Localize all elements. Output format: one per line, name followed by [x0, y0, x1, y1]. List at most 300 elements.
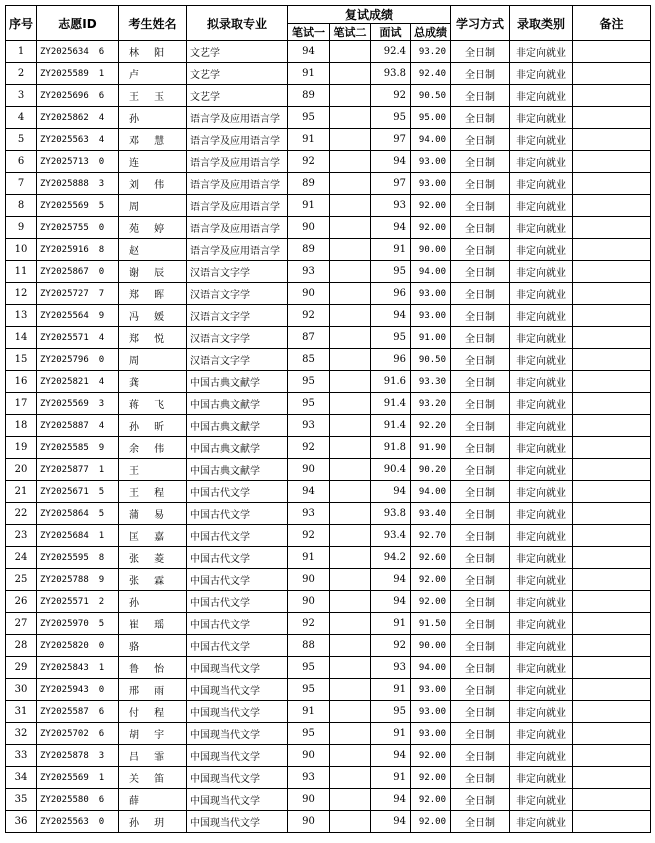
- cell-study-mode: 全日制: [451, 327, 510, 349]
- cell-written2: [330, 283, 371, 305]
- cell-student-name: 郑 悦: [119, 327, 187, 349]
- cell-seq: 12: [6, 283, 37, 305]
- cell-interview: 94: [371, 305, 411, 327]
- cell-study-mode: 全日制: [451, 41, 510, 63]
- cell-written2: [330, 437, 371, 459]
- table-row: [6, 151, 651, 173]
- cell-admission-category: 非定向就业: [510, 41, 573, 63]
- cell-total: 92.00: [411, 217, 451, 239]
- cell-admission-category: 非定向就业: [510, 635, 573, 657]
- volunteer-id-prefix: ZY2025563: [40, 134, 89, 145]
- cell-study-mode: 全日制: [451, 107, 510, 129]
- cell-study-mode: 全日制: [451, 85, 510, 107]
- cell-remark: [573, 569, 651, 591]
- table-row: [6, 305, 651, 327]
- cell-major: 文艺学: [187, 85, 288, 107]
- cell-volunteer-id: [37, 85, 119, 107]
- cell-admission-category: 非定向就业: [510, 349, 573, 371]
- cell-written2: [330, 217, 371, 239]
- cell-total: 94.00: [411, 129, 451, 151]
- volunteer-id-prefix: ZY2025877: [40, 464, 89, 475]
- cell-interview: 91: [371, 613, 411, 635]
- table-row: [6, 547, 651, 569]
- cell-seq: 31: [6, 701, 37, 723]
- cell-study-mode: 全日制: [451, 635, 510, 657]
- volunteer-id-prefix: ZY2025571: [40, 596, 89, 607]
- volunteer-id-prefix: ZY2025702: [40, 728, 89, 739]
- cell-volunteer-id: [37, 41, 119, 63]
- cell-major: 中国古代文学: [187, 503, 288, 525]
- table-row: [6, 195, 651, 217]
- volunteer-id-suffix: 5: [98, 200, 105, 211]
- volunteer-id-prefix: ZY2025796: [40, 354, 89, 365]
- cell-student-name: 邢 雨: [119, 679, 187, 701]
- cell-written2: [330, 107, 371, 129]
- table-row: [6, 327, 651, 349]
- cell-volunteer-id: [37, 107, 119, 129]
- cell-student-name: 鲁 怡: [119, 657, 187, 679]
- cell-remark: [573, 745, 651, 767]
- table-row: [6, 85, 651, 107]
- cell-interview: 94.2: [371, 547, 411, 569]
- cell-volunteer-id: [37, 789, 119, 811]
- volunteer-id-suffix: 3: [98, 178, 105, 189]
- cell-volunteer-id: [37, 547, 119, 569]
- cell-total: 92.00: [411, 569, 451, 591]
- cell-volunteer-id: [37, 283, 119, 305]
- cell-written2: [330, 41, 371, 63]
- cell-total: 93.20: [411, 41, 451, 63]
- admission-table: [5, 5, 651, 833]
- cell-student-name: 孙 玥: [119, 811, 187, 833]
- cell-remark: [573, 173, 651, 195]
- cell-admission-category: 非定向就业: [510, 811, 573, 833]
- cell-student-name: 周: [119, 195, 187, 217]
- volunteer-id-prefix: ZY2025755: [40, 222, 89, 233]
- volunteer-id-suffix: 8: [98, 552, 105, 563]
- cell-volunteer-id: [37, 459, 119, 481]
- header-category: 录取类别: [510, 6, 573, 41]
- volunteer-id-prefix: ZY2025788: [40, 574, 89, 585]
- volunteer-id-suffix: 6: [98, 794, 105, 805]
- cell-total: 93.00: [411, 679, 451, 701]
- cell-interview: 94: [371, 789, 411, 811]
- cell-admission-category: 非定向就业: [510, 657, 573, 679]
- cell-study-mode: 全日制: [451, 679, 510, 701]
- cell-admission-category: 非定向就业: [510, 591, 573, 613]
- cell-major: 汉语言文字学: [187, 305, 288, 327]
- cell-written2: [330, 393, 371, 415]
- volunteer-id-suffix: 0: [98, 354, 105, 365]
- cell-major: 汉语言文字学: [187, 261, 288, 283]
- volunteer-id-suffix: 0: [98, 222, 105, 233]
- cell-study-mode: 全日制: [451, 569, 510, 591]
- cell-study-mode: 全日制: [451, 129, 510, 151]
- cell-admission-category: 非定向就业: [510, 525, 573, 547]
- cell-seq: 17: [6, 393, 37, 415]
- volunteer-id-suffix: 6: [98, 706, 105, 717]
- cell-volunteer-id: [37, 415, 119, 437]
- cell-volunteer-id: [37, 63, 119, 85]
- cell-study-mode: 全日制: [451, 195, 510, 217]
- volunteer-id-prefix: ZY2025634: [40, 46, 89, 57]
- cell-volunteer-id: [37, 503, 119, 525]
- cell-study-mode: 全日制: [451, 745, 510, 767]
- cell-seq: 1: [6, 41, 37, 63]
- cell-written2: [330, 701, 371, 723]
- cell-written1: 95: [288, 657, 330, 679]
- cell-major: 中国现当代文学: [187, 767, 288, 789]
- cell-major: 语言学及应用语言学: [187, 151, 288, 173]
- cell-written2: [330, 371, 371, 393]
- cell-major: 汉语言文字学: [187, 349, 288, 371]
- cell-major: 中国现当代文学: [187, 723, 288, 745]
- volunteer-id-prefix: ZY2025563: [40, 816, 89, 827]
- cell-seq: 34: [6, 767, 37, 789]
- cell-written1: 95: [288, 679, 330, 701]
- cell-study-mode: 全日制: [451, 349, 510, 371]
- header-written1: 笔试一: [288, 24, 330, 41]
- cell-student-name: 骆: [119, 635, 187, 657]
- cell-major: 语言学及应用语言学: [187, 107, 288, 129]
- cell-seq: 30: [6, 679, 37, 701]
- cell-written1: 90: [288, 789, 330, 811]
- cell-total: 92.00: [411, 745, 451, 767]
- cell-written1: 89: [288, 173, 330, 195]
- cell-student-name: 余 伟: [119, 437, 187, 459]
- volunteer-id-prefix: ZY2025878: [40, 750, 89, 761]
- cell-interview: 94: [371, 481, 411, 503]
- header-major: 拟录取专业: [187, 6, 288, 41]
- volunteer-id-suffix: 1: [98, 464, 105, 475]
- cell-total: 90.50: [411, 349, 451, 371]
- cell-student-name: 王 玉: [119, 85, 187, 107]
- cell-written2: [330, 349, 371, 371]
- cell-volunteer-id: [37, 195, 119, 217]
- cell-study-mode: 全日制: [451, 239, 510, 261]
- volunteer-id-suffix: 9: [98, 310, 105, 321]
- cell-study-mode: 全日制: [451, 481, 510, 503]
- cell-interview: 95: [371, 107, 411, 129]
- cell-written2: [330, 767, 371, 789]
- header-name: 考生姓名: [119, 6, 187, 41]
- cell-total: 91.50: [411, 613, 451, 635]
- cell-student-name: 薛: [119, 789, 187, 811]
- cell-admission-category: 非定向就业: [510, 745, 573, 767]
- cell-remark: [573, 349, 651, 371]
- cell-admission-category: 非定向就业: [510, 459, 573, 481]
- cell-written1: 92: [288, 305, 330, 327]
- cell-written1: 88: [288, 635, 330, 657]
- cell-study-mode: 全日制: [451, 767, 510, 789]
- cell-written2: [330, 459, 371, 481]
- cell-seq: 10: [6, 239, 37, 261]
- table-row: [6, 393, 651, 415]
- volunteer-id-prefix: ZY2025580: [40, 794, 89, 805]
- cell-remark: [573, 437, 651, 459]
- cell-study-mode: 全日制: [451, 261, 510, 283]
- cell-written2: [330, 261, 371, 283]
- cell-seq: 26: [6, 591, 37, 613]
- cell-total: 92.00: [411, 195, 451, 217]
- cell-volunteer-id: [37, 129, 119, 151]
- cell-admission-category: 非定向就业: [510, 569, 573, 591]
- cell-study-mode: 全日制: [451, 459, 510, 481]
- table-row: [6, 481, 651, 503]
- cell-volunteer-id: [37, 569, 119, 591]
- volunteer-id-prefix: ZY2025727: [40, 288, 89, 299]
- volunteer-id-suffix: 0: [98, 640, 105, 651]
- cell-total: 90.50: [411, 85, 451, 107]
- cell-written2: [330, 745, 371, 767]
- cell-major: 中国古代文学: [187, 547, 288, 569]
- volunteer-id-suffix: 0: [98, 816, 105, 827]
- cell-admission-category: 非定向就业: [510, 767, 573, 789]
- cell-seq: 5: [6, 129, 37, 151]
- cell-volunteer-id: [37, 635, 119, 657]
- cell-seq: 35: [6, 789, 37, 811]
- cell-volunteer-id: [37, 437, 119, 459]
- cell-admission-category: 非定向就业: [510, 327, 573, 349]
- cell-written1: 93: [288, 415, 330, 437]
- cell-major: 中国现当代文学: [187, 745, 288, 767]
- table-body: [6, 41, 651, 833]
- header-mode: 学习方式: [451, 6, 510, 41]
- cell-written2: [330, 525, 371, 547]
- cell-seq: 21: [6, 481, 37, 503]
- cell-student-name: 崔 瑶: [119, 613, 187, 635]
- cell-written1: 90: [288, 811, 330, 833]
- cell-volunteer-id: [37, 811, 119, 833]
- cell-seq: 23: [6, 525, 37, 547]
- cell-remark: [573, 129, 651, 151]
- cell-interview: 93: [371, 195, 411, 217]
- cell-interview: 92.4: [371, 41, 411, 63]
- volunteer-id-prefix: ZY2025888: [40, 178, 89, 189]
- cell-volunteer-id: [37, 481, 119, 503]
- cell-seq: 32: [6, 723, 37, 745]
- cell-student-name: 苑 婷: [119, 217, 187, 239]
- volunteer-id-prefix: ZY2025569: [40, 398, 89, 409]
- cell-remark: [573, 327, 651, 349]
- cell-written2: [330, 327, 371, 349]
- table-row: [6, 503, 651, 525]
- cell-remark: [573, 613, 651, 635]
- cell-remark: [573, 393, 651, 415]
- table-row: [6, 217, 651, 239]
- cell-written1: 95: [288, 393, 330, 415]
- cell-interview: 92: [371, 635, 411, 657]
- cell-volunteer-id: [37, 327, 119, 349]
- cell-remark: [573, 107, 651, 129]
- cell-study-mode: 全日制: [451, 811, 510, 833]
- cell-written1: 95: [288, 371, 330, 393]
- volunteer-id-suffix: 9: [98, 442, 105, 453]
- header-retest: 复试成绩: [288, 6, 451, 24]
- cell-volunteer-id: [37, 767, 119, 789]
- volunteer-id-suffix: 0: [98, 156, 105, 167]
- header-id: 志愿ID: [37, 6, 119, 41]
- cell-volunteer-id: [37, 679, 119, 701]
- table-row: [6, 107, 651, 129]
- table-row: [6, 613, 651, 635]
- table-row: [6, 569, 651, 591]
- volunteer-id-suffix: 4: [98, 376, 105, 387]
- cell-written1: 85: [288, 349, 330, 371]
- cell-study-mode: 全日制: [451, 723, 510, 745]
- cell-volunteer-id: [37, 371, 119, 393]
- cell-admission-category: 非定向就业: [510, 371, 573, 393]
- table-row: [6, 745, 651, 767]
- volunteer-id-suffix: 3: [98, 750, 105, 761]
- header-seq: 序号: [6, 6, 37, 41]
- cell-admission-category: 非定向就业: [510, 129, 573, 151]
- cell-student-name: 周: [119, 349, 187, 371]
- cell-total: 92.00: [411, 591, 451, 613]
- cell-seq: 19: [6, 437, 37, 459]
- cell-interview: 95: [371, 261, 411, 283]
- cell-admission-category: 非定向就业: [510, 85, 573, 107]
- cell-interview: 91: [371, 723, 411, 745]
- cell-total: 93.00: [411, 151, 451, 173]
- table-row: [6, 41, 651, 63]
- cell-interview: 94: [371, 217, 411, 239]
- cell-seq: 2: [6, 63, 37, 85]
- cell-interview: 91.4: [371, 415, 411, 437]
- cell-written2: [330, 151, 371, 173]
- cell-seq: 14: [6, 327, 37, 349]
- cell-written2: [330, 305, 371, 327]
- volunteer-id-suffix: 4: [98, 112, 105, 123]
- cell-major: 中国古代文学: [187, 481, 288, 503]
- cell-study-mode: 全日制: [451, 701, 510, 723]
- cell-interview: 96: [371, 349, 411, 371]
- cell-written2: [330, 789, 371, 811]
- cell-major: 中国古典文献学: [187, 437, 288, 459]
- volunteer-id-prefix: ZY2025713: [40, 156, 89, 167]
- volunteer-id-prefix: ZY2025564: [40, 310, 89, 321]
- cell-remark: [573, 415, 651, 437]
- cell-volunteer-id: [37, 745, 119, 767]
- cell-total: 92.20: [411, 415, 451, 437]
- cell-study-mode: 全日制: [451, 789, 510, 811]
- cell-volunteer-id: [37, 525, 119, 547]
- cell-major: 汉语言文字学: [187, 283, 288, 305]
- cell-total: 92.70: [411, 525, 451, 547]
- cell-written1: 91: [288, 195, 330, 217]
- cell-total: 92.00: [411, 789, 451, 811]
- cell-seq: 24: [6, 547, 37, 569]
- cell-volunteer-id: [37, 613, 119, 635]
- cell-student-name: 蒲 易: [119, 503, 187, 525]
- cell-written1: 95: [288, 107, 330, 129]
- table-row: [6, 371, 651, 393]
- cell-total: 90.20: [411, 459, 451, 481]
- cell-total: 93.00: [411, 305, 451, 327]
- cell-interview: 91.4: [371, 393, 411, 415]
- cell-student-name: 胡 宇: [119, 723, 187, 745]
- cell-admission-category: 非定向就业: [510, 107, 573, 129]
- cell-admission-category: 非定向就业: [510, 261, 573, 283]
- cell-volunteer-id: [37, 217, 119, 239]
- cell-seq: 8: [6, 195, 37, 217]
- cell-remark: [573, 261, 651, 283]
- cell-written2: [330, 569, 371, 591]
- cell-study-mode: 全日制: [451, 63, 510, 85]
- table-row: [6, 657, 651, 679]
- table-row: [6, 679, 651, 701]
- cell-interview: 94: [371, 745, 411, 767]
- volunteer-id-suffix: 6: [98, 90, 105, 101]
- cell-study-mode: 全日制: [451, 657, 510, 679]
- cell-major: 中国古代文学: [187, 591, 288, 613]
- cell-seq: 4: [6, 107, 37, 129]
- cell-study-mode: 全日制: [451, 283, 510, 305]
- cell-total: 92.40: [411, 63, 451, 85]
- cell-major: 汉语言文字学: [187, 327, 288, 349]
- admission-table-sheet: [5, 5, 651, 833]
- cell-interview: 90.4: [371, 459, 411, 481]
- cell-total: 91.00: [411, 327, 451, 349]
- cell-interview: 93: [371, 657, 411, 679]
- cell-written2: [330, 129, 371, 151]
- volunteer-id-prefix: ZY2025862: [40, 112, 89, 123]
- cell-volunteer-id: [37, 305, 119, 327]
- volunteer-id-suffix: 2: [98, 596, 105, 607]
- cell-student-name: 付 程: [119, 701, 187, 723]
- cell-seq: 13: [6, 305, 37, 327]
- table-row: [6, 723, 651, 745]
- cell-total: 93.00: [411, 173, 451, 195]
- cell-major: 中国古典文献学: [187, 393, 288, 415]
- cell-written2: [330, 239, 371, 261]
- cell-remark: [573, 723, 651, 745]
- cell-written1: 92: [288, 151, 330, 173]
- volunteer-id-suffix: 0: [98, 684, 105, 695]
- cell-student-name: 蒋 飞: [119, 393, 187, 415]
- cell-remark: [573, 657, 651, 679]
- cell-student-name: 张 霖: [119, 569, 187, 591]
- cell-student-name: 王: [119, 459, 187, 481]
- cell-admission-category: 非定向就业: [510, 547, 573, 569]
- volunteer-id-prefix: ZY2025970: [40, 618, 89, 629]
- cell-volunteer-id: [37, 151, 119, 173]
- cell-study-mode: 全日制: [451, 173, 510, 195]
- cell-total: 94.00: [411, 261, 451, 283]
- cell-written1: 91: [288, 701, 330, 723]
- cell-student-name: 孙 昕: [119, 415, 187, 437]
- cell-written2: [330, 195, 371, 217]
- volunteer-id-suffix: 8: [98, 244, 105, 255]
- cell-volunteer-id: [37, 723, 119, 745]
- table-row: [6, 789, 651, 811]
- cell-student-name: 张 菱: [119, 547, 187, 569]
- cell-written2: [330, 679, 371, 701]
- cell-seq: 27: [6, 613, 37, 635]
- volunteer-id-prefix: ZY2025587: [40, 706, 89, 717]
- table-row: [6, 239, 651, 261]
- cell-written1: 91: [288, 547, 330, 569]
- cell-remark: [573, 591, 651, 613]
- cell-interview: 97: [371, 129, 411, 151]
- table-row: [6, 525, 651, 547]
- cell-admission-category: 非定向就业: [510, 393, 573, 415]
- header-remark: 备注: [573, 6, 651, 41]
- cell-student-name: 王 程: [119, 481, 187, 503]
- volunteer-id-prefix: ZY2025684: [40, 530, 89, 541]
- cell-seq: 18: [6, 415, 37, 437]
- cell-written2: [330, 173, 371, 195]
